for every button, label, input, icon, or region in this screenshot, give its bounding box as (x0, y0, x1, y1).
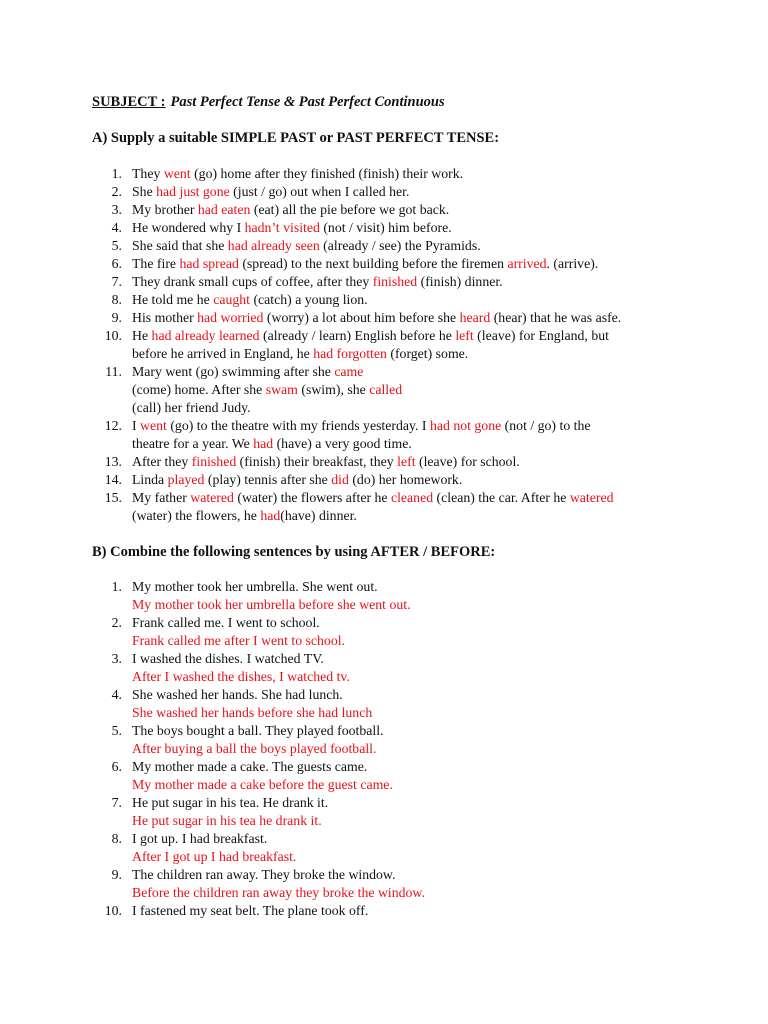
answer-text: arrived (507, 256, 547, 271)
prompt-text: (water) the flowers after he (233, 490, 391, 505)
prompt-text: (spread) to the next building before the firemen (238, 256, 508, 271)
subject-label: SUBJECT : (92, 94, 166, 110)
answer-text: After I washed the dishes, I watched tv. (132, 669, 350, 684)
item-line (132, 399, 728, 417)
item-number: 5. (111, 723, 122, 738)
prompt-text: (not / go) to the (501, 418, 591, 433)
exercise-b-item (92, 686, 728, 722)
answer-text: called (369, 382, 403, 397)
answer-text: After I got up I had breakfast. (132, 849, 297, 864)
item-number: 9. (111, 310, 122, 325)
prompt-text: (water) the flowers, he (132, 508, 261, 523)
item-number: 4. (111, 687, 122, 702)
subject-line (92, 93, 728, 111)
exercise-b-item (92, 614, 728, 650)
item-line (132, 219, 728, 237)
item-line (132, 237, 728, 255)
exercise-a-item (92, 453, 728, 471)
answer-text: had forgotten (313, 346, 387, 361)
item-line (132, 417, 728, 435)
item-number: 10. (104, 328, 122, 343)
question-text: The boys bought a ball. They played football. (132, 723, 384, 738)
answer-text: My mother took her umbrella before she went out. (132, 597, 411, 612)
answer-text: had spread (179, 256, 239, 271)
prompt-text: (worry) a lot about him before she (263, 310, 460, 325)
prompt-text: The fire (132, 256, 180, 271)
question-text: I got up. I had breakfast. (132, 831, 268, 846)
exercise-a-item (92, 309, 728, 327)
exercise-a-item (92, 273, 728, 291)
question-text: The children ran away. They broke the window. (132, 867, 396, 882)
exercise-b-item (92, 830, 728, 866)
item-line (132, 273, 728, 291)
item-line (132, 255, 728, 273)
prompt-text: (catch) a young lion. (250, 292, 368, 307)
item-number: 2. (111, 184, 122, 199)
prompt-text: After they (132, 454, 192, 469)
prompt-text: (finish) their breakfast, they (236, 454, 398, 469)
exercise-b-item (92, 758, 728, 794)
prompt-text: (do) her homework. (348, 472, 463, 487)
item-number: 7. (111, 274, 122, 289)
answer-text: hadn’t visited (244, 220, 320, 235)
item-number: 1. (111, 166, 122, 181)
answer-text: Before the children ran away they broke the window. (132, 885, 425, 900)
answer-text: had already seen (227, 238, 320, 253)
prompt-text: (have) a very good time. (273, 436, 412, 451)
prompt-text: (eat) all the pie before we got back. (250, 202, 450, 217)
answer-text: had already learned (151, 328, 260, 343)
exercise-a-item (92, 165, 728, 183)
answer-text: She washed her hands before she had lunch (132, 705, 373, 720)
item-line (132, 435, 728, 453)
item-line (132, 291, 728, 309)
answer-text: went (163, 166, 191, 181)
question-text: She washed her hands. She had lunch. (132, 687, 343, 702)
item-line (132, 309, 728, 327)
item-line (132, 345, 728, 363)
question-text: He put sugar in his tea. He drank it. (132, 795, 329, 810)
prompt-text: theatre for a year. We (132, 436, 254, 451)
answer-text: watered (190, 490, 234, 505)
exercise-b-item (92, 650, 728, 686)
prompt-text: (leave) for school. (415, 454, 520, 469)
exercise-a-item (92, 471, 728, 489)
exercise-a-item (92, 291, 728, 309)
item-line (132, 381, 728, 399)
item-number: 3. (111, 202, 122, 217)
item-number: 5. (111, 238, 122, 253)
prompt-text: He told me he (132, 292, 214, 307)
exercise-a-item (92, 219, 728, 237)
prompt-text: She said that she (132, 238, 228, 253)
prompt-text: (finish) dinner. (417, 274, 503, 289)
item-number: 11. (105, 364, 122, 379)
item-line (132, 183, 728, 201)
exercise-b-item (92, 794, 728, 830)
prompt-text: (forget) some. (386, 346, 469, 361)
prompt-text: (call) her friend Judy. (132, 400, 251, 415)
answer-text: had (253, 436, 274, 451)
question-text: I washed the dishes. I watched TV. (132, 651, 324, 666)
subject-title: Past Perfect Tense & Past Perfect Continuous (170, 94, 445, 110)
prompt-text: (go) to the theatre with my friends yesterday. I (166, 418, 430, 433)
exercise-a-item (92, 255, 728, 273)
answer-text: did (331, 472, 349, 487)
answer-text: swam (265, 382, 298, 397)
item-number: 9. (111, 867, 122, 882)
answer-text: had just gone (156, 184, 230, 199)
answer-text: went (140, 418, 167, 433)
exercise-a-item (92, 183, 728, 201)
prompt-text: (play) tennis after she (204, 472, 332, 487)
item-line (132, 165, 728, 183)
item-number: 13. (104, 454, 122, 469)
prompt-text: (have) dinner. (280, 508, 357, 523)
answer-text: After buying a ball the boys played football. (132, 741, 377, 756)
section-b-heading: B) Combine the following sentences by using AFTER / BEFORE: (92, 544, 496, 560)
item-number: 14. (104, 472, 122, 487)
answer-text: played (167, 472, 205, 487)
item-number: 10. (104, 903, 122, 918)
answer-text: finished (372, 274, 418, 289)
exercise-a-item (92, 489, 728, 525)
exercise-b-item (92, 866, 728, 902)
answer-text: finished (191, 454, 237, 469)
answer-text: He put sugar in his tea he drank it. (132, 813, 322, 828)
item-number: 6. (111, 256, 122, 271)
prompt-text: He (132, 328, 152, 343)
answer-text: left (455, 328, 474, 343)
prompt-text: (hear) that he was asfe. (490, 310, 622, 325)
item-line (132, 327, 728, 345)
prompt-text: . (arrive). (546, 256, 599, 271)
prompt-text: (just / go) out when I called her. (229, 184, 410, 199)
section-a-list (92, 165, 728, 525)
item-line (132, 507, 728, 525)
item-number: 2. (111, 615, 122, 630)
answer-text: caught (213, 292, 251, 307)
exercise-a-item (92, 417, 728, 453)
section-b-list (92, 578, 728, 920)
answer-text: cleaned (390, 490, 434, 505)
prompt-text: They drank small cups of coffee, after they (132, 274, 373, 289)
answer-text: Frank called me after I went to school. (132, 633, 346, 648)
question-text: Frank called me. I went to school. (132, 615, 320, 630)
prompt-text: before he arrived in England, he (132, 346, 314, 361)
exercise-a-item (92, 363, 728, 417)
prompt-text: She (132, 184, 157, 199)
question-text: My mother made a cake. The guests came. (132, 759, 368, 774)
question-text: I fastened my seat belt. The plane took off. (132, 903, 369, 918)
item-number: 12. (104, 418, 122, 433)
answer-text: came (334, 364, 364, 379)
answer-text: heard (459, 310, 491, 325)
exercise-a-item (92, 201, 728, 219)
exercise-b-item (92, 578, 728, 614)
prompt-text: (go) home after they finished (finish) their work. (190, 166, 464, 181)
item-line (132, 453, 728, 471)
answer-text: had worried (197, 310, 264, 325)
prompt-text: Mary went (go) swimming after she (132, 364, 335, 379)
exercise-a-item (92, 237, 728, 255)
item-number: 3. (111, 651, 122, 666)
prompt-text: They (132, 166, 164, 181)
prompt-text: (already / see) the Pyramids. (319, 238, 481, 253)
prompt-text: (come) home. After she (132, 382, 266, 397)
answer-text: My mother made a cake before the guest came. (132, 777, 393, 792)
item-number: 6. (111, 759, 122, 774)
item-number: 8. (111, 831, 122, 846)
answer-text: had eaten (197, 202, 251, 217)
prompt-text: I (132, 418, 141, 433)
prompt-text: (leave) for England, but (473, 328, 609, 343)
question-text: My mother took her umbrella. She went out. (132, 579, 378, 594)
prompt-text: My brother (132, 202, 198, 217)
prompt-text: (clean) the car. After he (433, 490, 570, 505)
item-number: 1. (111, 579, 122, 594)
prompt-text: Linda (132, 472, 168, 487)
item-line (132, 363, 728, 381)
prompt-text: My father (132, 490, 191, 505)
item-number: 4. (111, 220, 122, 235)
prompt-text: (not / visit) him before. (319, 220, 452, 235)
prompt-text: (already / learn) English before he (259, 328, 456, 343)
item-line (132, 201, 728, 219)
item-line (132, 489, 728, 507)
exercise-b-item (92, 722, 728, 758)
section-a-heading: A) Supply a suitable SIMPLE PAST or PAST PERFECT TENSE: (92, 130, 500, 146)
exercise-a-item (92, 327, 728, 363)
item-number: 8. (111, 292, 122, 307)
item-line (132, 471, 728, 489)
exercise-b-item (92, 902, 728, 920)
answer-text: had not gone (429, 418, 502, 433)
item-number: 7. (111, 795, 122, 810)
prompt-text: (swim), she (297, 382, 370, 397)
answer-text: left (397, 454, 416, 469)
prompt-text: He wondered why I (132, 220, 245, 235)
answer-text: watered (569, 490, 614, 505)
prompt-text: His mother (132, 310, 198, 325)
answer-text: had (260, 508, 281, 523)
item-number: 15. (104, 490, 122, 505)
